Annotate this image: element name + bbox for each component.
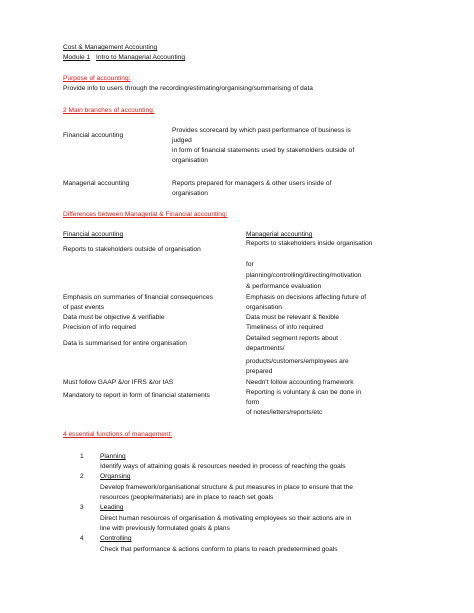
managerial-point: Emphasis on decisions affecting future of bbox=[246, 294, 367, 301]
managerial-point: prepared bbox=[246, 368, 273, 375]
branch-description-line: in form of financial statements used by stakeholders outside of bbox=[172, 147, 355, 154]
differences-heading: Differences between Managerial & Financial accounting: bbox=[63, 211, 228, 218]
module-title: Intro to Managerial Accounting bbox=[96, 54, 186, 61]
branch-description-line: Provides scorecard by which past performance of business is bbox=[172, 127, 351, 134]
module-number: Module 1 bbox=[63, 54, 91, 61]
function-title: Organsing bbox=[100, 473, 131, 480]
function-description: resources (people/materials) are in place to reach set goals bbox=[100, 494, 274, 501]
function-number: 2 bbox=[80, 473, 84, 480]
function-description: Check that performance & actions conform to plans to reach predetermined goals bbox=[100, 546, 338, 553]
function-title: Controlling bbox=[100, 535, 132, 542]
financial-point: Precision of info required bbox=[63, 324, 136, 331]
function-number: 4 bbox=[80, 535, 84, 542]
function-title: Planning bbox=[100, 453, 126, 460]
managerial-point: products/customers/employees are bbox=[246, 358, 349, 365]
managerial-point: for bbox=[246, 261, 254, 268]
financial-point: Reports to stakeholders outside of organisation bbox=[63, 246, 201, 253]
managerial-point: Data must be relevant & flexible bbox=[246, 314, 340, 321]
financial-point: Data must be objective & verifiable bbox=[63, 314, 165, 321]
purpose-text: Provide info to users through the recording/estimating/organising/summarising of data bbox=[63, 85, 313, 92]
financial-point: Data is summarised for entire organisation bbox=[63, 340, 187, 347]
managerial-point: Reporting is voluntary & can be done in bbox=[246, 389, 362, 396]
function-title: Leading bbox=[100, 504, 124, 511]
financial-point: of past events bbox=[63, 304, 105, 311]
managerial-column-header: Managerial accounting bbox=[246, 231, 313, 238]
financial-column-header: Financial accounting bbox=[63, 231, 124, 238]
financial-point: Must follow GAAP &/or IFRS &/or IAS bbox=[63, 379, 174, 386]
managerial-point: form bbox=[246, 399, 260, 406]
function-description: line with previously formulated goals & plans bbox=[100, 525, 230, 532]
managerial-point: planning/controlling/directing/motivation bbox=[246, 272, 362, 279]
branch-name: Financial accounting bbox=[63, 132, 124, 139]
financial-point: Emphasis on summaries of financial consequences bbox=[63, 294, 213, 301]
managerial-point: departments/ bbox=[246, 345, 285, 352]
managerial-point: Needn't follow accounting framework bbox=[246, 379, 354, 386]
function-description: Develop framework/organisational structure & put measures in place to ensure that the bbox=[100, 484, 353, 491]
function-description: Identify ways of attaining goals & resources needed in process of reaching the goals bbox=[100, 463, 346, 470]
managerial-point: & performance evaluation bbox=[246, 283, 322, 290]
branch-description-line: Reports prepared for managers & other users inside of bbox=[172, 180, 332, 187]
branch-description-line: judged bbox=[172, 137, 192, 144]
managerial-point: organisation bbox=[246, 304, 282, 311]
financial-point: Mandatory to report in form of financial statements bbox=[63, 392, 210, 399]
function-description: Direct human resources of organisation & motivating employees so their actions are in bbox=[100, 515, 352, 522]
functions-heading: 4 essential functions of management: bbox=[63, 431, 173, 438]
managerial-point: Detailed segment reports about bbox=[246, 335, 339, 342]
branch-description-line: organisation bbox=[172, 190, 208, 197]
function-number: 3 bbox=[80, 504, 84, 511]
managerial-point: Timeliness of info required bbox=[246, 324, 324, 331]
branches-heading: 2 Main branches of accounting: bbox=[63, 107, 155, 114]
branch-description-line: organisation bbox=[172, 157, 208, 164]
purpose-heading: Purpose of accounting: bbox=[63, 75, 131, 82]
branch-name: Managerial accounting bbox=[63, 180, 130, 187]
managerial-point: of notes/letters/reports/etc bbox=[246, 409, 323, 416]
managerial-point: Reports to stakeholders inside organisation bbox=[246, 240, 373, 247]
function-number: 1 bbox=[80, 453, 84, 460]
doc-title: Cost & Management Accounting bbox=[63, 44, 158, 51]
